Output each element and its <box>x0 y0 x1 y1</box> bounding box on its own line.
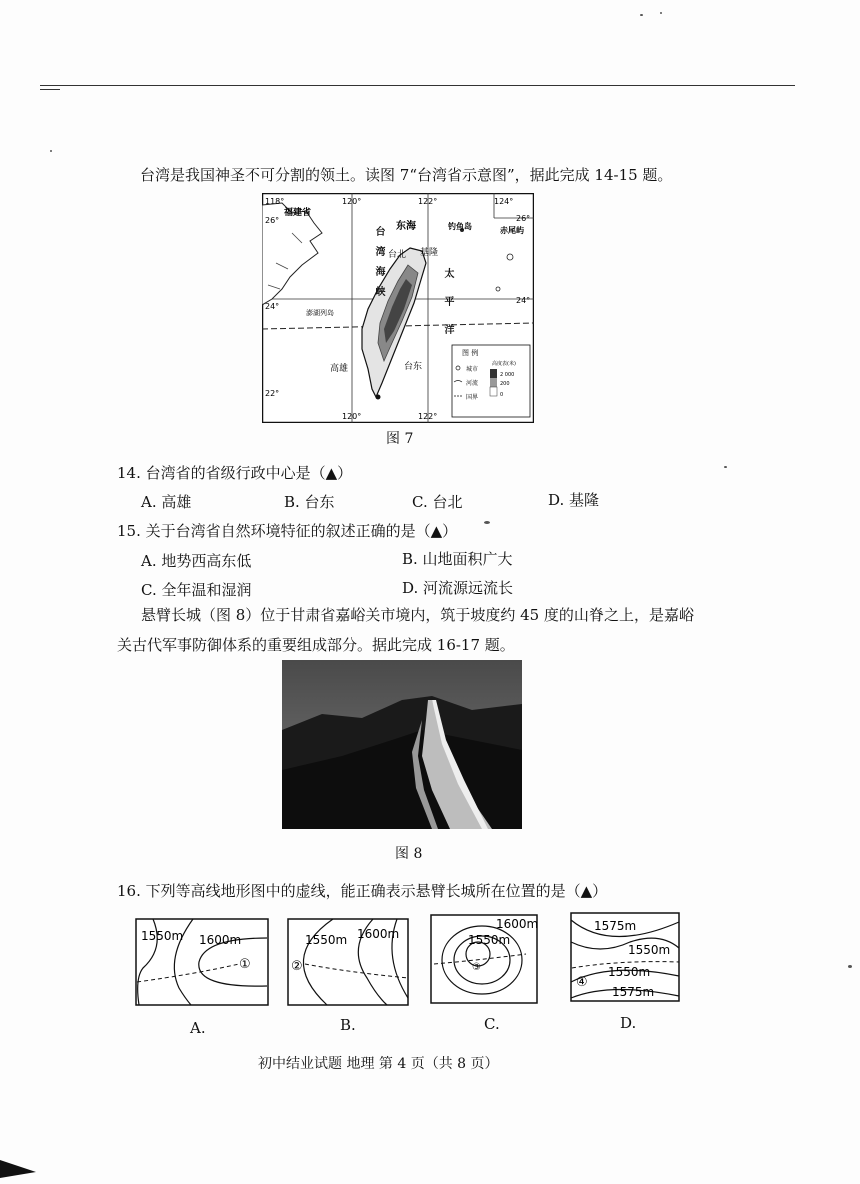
contour-c-marker: ③ <box>472 962 481 973</box>
lat-24-right: 24° <box>516 296 531 305</box>
scan-speck <box>50 150 52 152</box>
legend-river: 河流 <box>466 380 479 387</box>
scan-speck <box>484 521 490 524</box>
q14-stem: 14. 台湾省的省级行政中心是（▲） <box>117 464 353 482</box>
legend-elev-0: 0 <box>500 392 504 398</box>
intro-taiwan: 台湾是我国神圣不可分割的领土。读图 7“台湾省示意图”，据此完成 14-15 题。 <box>140 166 673 184</box>
contour-d-marker: ④ <box>576 975 588 990</box>
label-chiwei: 赤尾屿 <box>500 226 524 235</box>
fig7-caption: 图 7 <box>386 431 414 447</box>
scan-speck <box>724 466 727 468</box>
contour-b-marker: ② <box>291 959 303 974</box>
q15-stem: 15. 关于台湾省自然环境特征的叙述正确的是（▲） <box>117 522 458 540</box>
legend-title: 图 例 <box>462 349 479 357</box>
contour-b-label-1550: 1550m <box>305 933 348 947</box>
label-taitung: 台东 <box>404 362 423 372</box>
intro-wall-line2: 关古代军事防御体系的重要组成部分。据此完成 16-17 题。 <box>117 636 515 654</box>
q14-option-c[interactable]: C. 台北 <box>412 493 463 511</box>
contour-a-marker: ① <box>239 957 251 972</box>
page-footer: 初中结业试题 地理 第 4 页（共 8 页） <box>258 1056 499 1072</box>
lat-26-left: 26° <box>265 216 280 225</box>
legend-city: 城市 <box>466 366 479 373</box>
top-rule-left <box>40 89 60 90</box>
top-rule <box>40 85 795 86</box>
label-taipei: 台北 <box>388 250 407 260</box>
contour-map-c[interactable] <box>430 914 538 1004</box>
contour-a-letter[interactable]: A. <box>190 1019 206 1037</box>
contour-a-label-1550: 1550m <box>141 929 184 943</box>
scan-speck <box>640 14 643 16</box>
q15-option-d[interactable]: D. 河流源远流长 <box>402 579 514 597</box>
taiwan-map <box>262 193 534 423</box>
contour-b-label-1600: 1600m <box>357 927 400 941</box>
label-taiwan-strait: 台湾海峡 <box>373 226 384 306</box>
contour-c-letter[interactable]: C. <box>484 1015 500 1033</box>
label-penghu: 澎湖列岛 <box>306 309 334 317</box>
label-pacific: 太平洋 <box>442 268 453 352</box>
lat-26-right: 26° <box>516 214 531 223</box>
label-fujian: 福建省 <box>284 208 312 218</box>
fig8-caption: 图 8 <box>395 846 423 862</box>
lon-122-bottom: 122° <box>418 412 438 421</box>
q14-option-b[interactable]: B. 台东 <box>284 493 335 511</box>
label-kaohsiung: 高雄 <box>330 364 349 374</box>
contour-c-label-1600: 1600m <box>496 917 538 931</box>
q15-option-b[interactable]: B. 山地面积广大 <box>402 550 513 568</box>
lat-24-left: 24° <box>265 302 280 311</box>
contour-d-label-1550-right: 1550m <box>628 943 671 957</box>
lon-124: 124° <box>494 197 514 206</box>
contour-map-a[interactable] <box>135 918 269 1006</box>
contour-a-label-1600: 1600m <box>199 933 242 947</box>
scan-speck <box>848 965 852 968</box>
contour-c-label-1550: 1550m <box>468 933 511 947</box>
q15-option-c[interactable]: C. 全年温和湿润 <box>141 581 252 599</box>
contour-d-letter[interactable]: D. <box>620 1014 637 1032</box>
contour-map-b[interactable] <box>287 918 409 1006</box>
q14-option-d[interactable]: D. 基隆 <box>548 491 600 509</box>
lon-122: 122° <box>418 197 438 206</box>
q16-stem: 16. 下列等高线地形图中的虚线，能正确表示悬臂长城所在位置的是（▲） <box>117 882 608 900</box>
contour-d-label-1575-bottom: 1575m <box>612 985 655 999</box>
lon-120-bottom: 120° <box>342 412 362 421</box>
corner-mark <box>0 1160 36 1178</box>
label-diaoyu: 钓鱼岛 <box>448 222 472 231</box>
legend-elev-200: 200 <box>500 381 510 387</box>
label-east-sea: 东海 <box>396 221 416 232</box>
contour-b-letter[interactable]: B. <box>340 1016 356 1034</box>
lat-22-left: 22° <box>265 389 280 398</box>
legend-border: 国界 <box>466 394 479 401</box>
legend-elev-2000: 2 000 <box>500 372 515 378</box>
q15-option-a[interactable]: A. 地势西高东低 <box>141 552 252 570</box>
scan-speck <box>660 12 662 14</box>
contour-map-d[interactable] <box>570 912 680 1002</box>
label-keelung: 基隆 <box>420 248 439 258</box>
lon-120: 120° <box>342 197 362 206</box>
great-wall-photo <box>282 660 522 829</box>
contour-d-label-1575-top: 1575m <box>594 919 637 933</box>
intro-wall-line1: 悬臂长城（图 8）位于甘肃省嘉峪关市境内，筑于坡度约 45 度的山脊之上，是嘉峪 <box>141 606 694 624</box>
contour-d-label-1550-mid: 1550m <box>608 965 651 979</box>
legend-elev-title: 高度表(米) <box>492 361 516 367</box>
lon-118: 118° <box>265 197 285 206</box>
q14-option-a[interactable]: A. 高雄 <box>141 493 192 511</box>
